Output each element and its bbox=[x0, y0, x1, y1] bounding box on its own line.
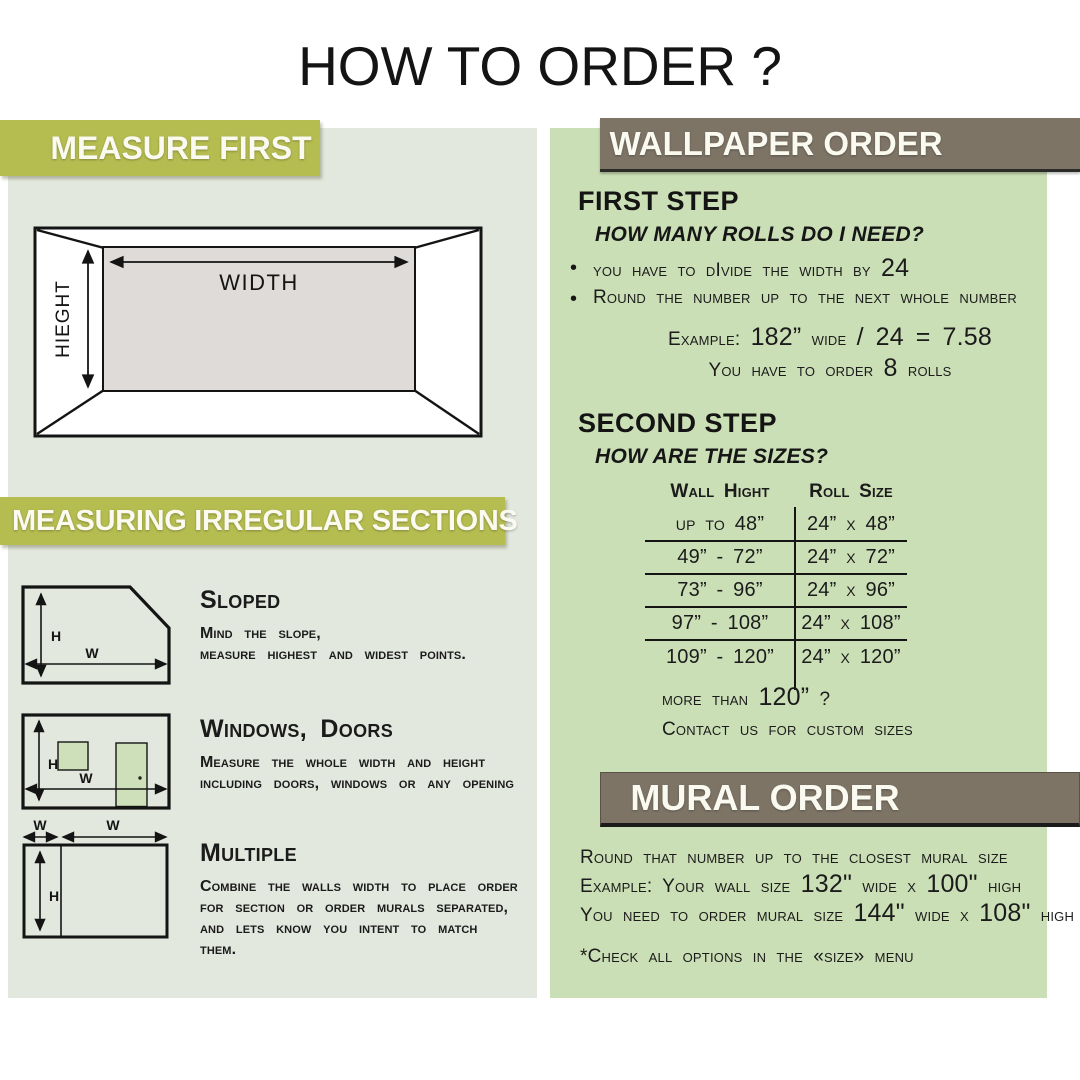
bullet-icon: • bbox=[570, 288, 578, 310]
height-label: HIEGHT bbox=[53, 280, 74, 358]
bullet-icon: • bbox=[570, 257, 578, 279]
roll-size-cell: 24” x 108” bbox=[795, 607, 907, 640]
size-table-row bbox=[645, 640, 907, 673]
door-handle bbox=[138, 776, 141, 779]
mural-order-label: MURAL ORDER bbox=[630, 777, 900, 818]
text-segment: wide x bbox=[904, 905, 980, 926]
wall-height-header: Wall Hight bbox=[670, 481, 770, 502]
wall-height-cell: 109” - 120” bbox=[665, 645, 775, 668]
mural-order-banner bbox=[600, 772, 1080, 827]
windows-doors-diagram bbox=[20, 712, 172, 812]
text-segment: you have to dIvide the width by bbox=[593, 260, 881, 281]
wallpaper-order-banner bbox=[600, 118, 1080, 172]
text-segment: rolls bbox=[897, 360, 952, 381]
text-segment: ? bbox=[809, 689, 831, 710]
more-than-line bbox=[662, 685, 913, 715]
size-table-row bbox=[645, 541, 907, 574]
bullet-round-text bbox=[593, 287, 1017, 311]
sloped-wall-diagram bbox=[20, 584, 172, 686]
page-title: HOW TO ORDER ? bbox=[298, 35, 782, 97]
w-label: W bbox=[85, 645, 99, 661]
text-segment: 8 bbox=[883, 354, 898, 382]
sloped-outline bbox=[23, 587, 169, 683]
text-segment: wide bbox=[801, 329, 857, 350]
size-menu-note: *Check all options in the «size» menu bbox=[580, 946, 914, 967]
window-shape bbox=[58, 742, 88, 770]
text-segment: 24 bbox=[881, 254, 910, 282]
windows-doors-title: Windows, Doors bbox=[200, 715, 393, 743]
text-segment: more than bbox=[662, 689, 759, 710]
second-step-heading: SECOND STEP bbox=[578, 408, 778, 438]
text-segment: 182” bbox=[750, 323, 802, 351]
wall-height-cell: up to 48” bbox=[645, 508, 795, 541]
multiple-section bbox=[200, 838, 520, 960]
text-segment: 132" bbox=[800, 870, 853, 898]
text-segment: / 24 = 7.58 bbox=[856, 323, 992, 351]
mural-line3 bbox=[580, 901, 1074, 930]
text-segment: high bbox=[977, 876, 1022, 897]
measure-first-label: MEASURE FIRST bbox=[50, 129, 312, 166]
multiple-line2: for section or order murals separated, bbox=[200, 899, 509, 916]
size-table-row bbox=[645, 607, 907, 640]
custom-size-block bbox=[662, 685, 913, 745]
contact-line: Contact us for custom sizes bbox=[662, 719, 913, 740]
size-table-row bbox=[645, 574, 907, 607]
w-label: W bbox=[79, 770, 93, 786]
multiple-walls-diagram bbox=[21, 817, 171, 943]
multiple-title: Multiple bbox=[200, 839, 297, 867]
windows-doors-line1: Measure the whole width and height bbox=[200, 754, 486, 771]
size-table-divider bbox=[794, 507, 796, 690]
multiple-line3: and lets know you intent to match them. bbox=[200, 920, 478, 958]
text-segment: You need to order mural size bbox=[580, 905, 854, 926]
text-segment: 108" bbox=[979, 899, 1031, 927]
wall-perspective-diagram bbox=[33, 226, 483, 438]
roll-size-cell: 24” x 48” bbox=[795, 508, 907, 541]
text-segment: You have to order bbox=[708, 360, 884, 381]
h-label: H bbox=[49, 888, 60, 904]
measure-first-banner bbox=[0, 120, 320, 176]
text-segment: 144" bbox=[853, 899, 905, 927]
roll-size-header: Roll Size bbox=[809, 481, 893, 502]
example-calculation bbox=[620, 324, 1040, 355]
sloped-section bbox=[200, 585, 520, 665]
example-result bbox=[620, 355, 1040, 386]
size-table-row bbox=[645, 508, 907, 541]
first-step-heading: FIRST STEP bbox=[578, 186, 740, 216]
width-label: WIDTH bbox=[219, 270, 299, 295]
bullet-round-up bbox=[570, 287, 1017, 311]
irregular-sections-label: MEASURING IRREGULAR SECTIONS bbox=[12, 504, 518, 537]
windows-doors-line2: including doors, windows or any opening bbox=[200, 775, 515, 792]
roll-size-cell: 24” x 96” bbox=[795, 574, 907, 607]
wallpaper-order-label: WALLPAPER ORDER bbox=[609, 124, 943, 162]
size-table-header-row bbox=[645, 481, 907, 508]
sloped-line1: Mind the slope, bbox=[200, 625, 321, 642]
w1-label: W bbox=[33, 817, 47, 833]
bullet-divide-text bbox=[593, 256, 909, 282]
text-segment: Round the number up to the next whole number bbox=[593, 287, 1017, 308]
text-segment: 100" bbox=[926, 870, 978, 898]
walls-outline bbox=[24, 845, 167, 937]
text-segment: 120” bbox=[758, 683, 810, 711]
multiple-description bbox=[200, 876, 520, 960]
multiple-line1: Combine the walls width to place order bbox=[200, 878, 518, 895]
sloped-title: Sloped bbox=[200, 586, 281, 614]
roll-size-table bbox=[645, 481, 907, 673]
mural-instructions bbox=[580, 843, 1074, 930]
w2-label: W bbox=[106, 817, 120, 833]
sloped-description bbox=[200, 623, 520, 665]
windows-doors-section bbox=[200, 714, 520, 794]
h-label: H bbox=[48, 756, 59, 772]
h-label: H bbox=[51, 628, 62, 644]
mural-line2 bbox=[580, 872, 1074, 901]
wall-height-cell: 49” - 72” bbox=[645, 541, 795, 574]
first-step-question: HOW MANY ROLLS DO I NEED? bbox=[595, 223, 925, 246]
wall-height-cell: 97” - 108” bbox=[645, 607, 795, 640]
bullet-divide-width bbox=[570, 256, 909, 282]
wall-height-cell: 73” - 96” bbox=[645, 574, 795, 607]
roll-size-cell: 24” x 120” bbox=[801, 645, 901, 668]
text-segment: wide x bbox=[852, 876, 927, 897]
roll-size-cell: 24” x 72” bbox=[795, 541, 907, 574]
windows-doors-description bbox=[200, 752, 520, 794]
text-segment: Example: bbox=[668, 329, 751, 350]
text-segment: high bbox=[1030, 905, 1075, 926]
rolls-example bbox=[620, 324, 1040, 386]
text-segment: Example: Your wall size bbox=[580, 876, 801, 897]
door-shape bbox=[116, 743, 147, 807]
irregular-sections-banner bbox=[0, 497, 518, 545]
mural-line1: Round that number up to the closest mural size bbox=[580, 847, 1008, 868]
sloped-line2: measure highest and widest points. bbox=[200, 646, 466, 663]
second-step-question: HOW ARE THE SIZES? bbox=[595, 445, 829, 468]
far-wall bbox=[103, 247, 415, 391]
